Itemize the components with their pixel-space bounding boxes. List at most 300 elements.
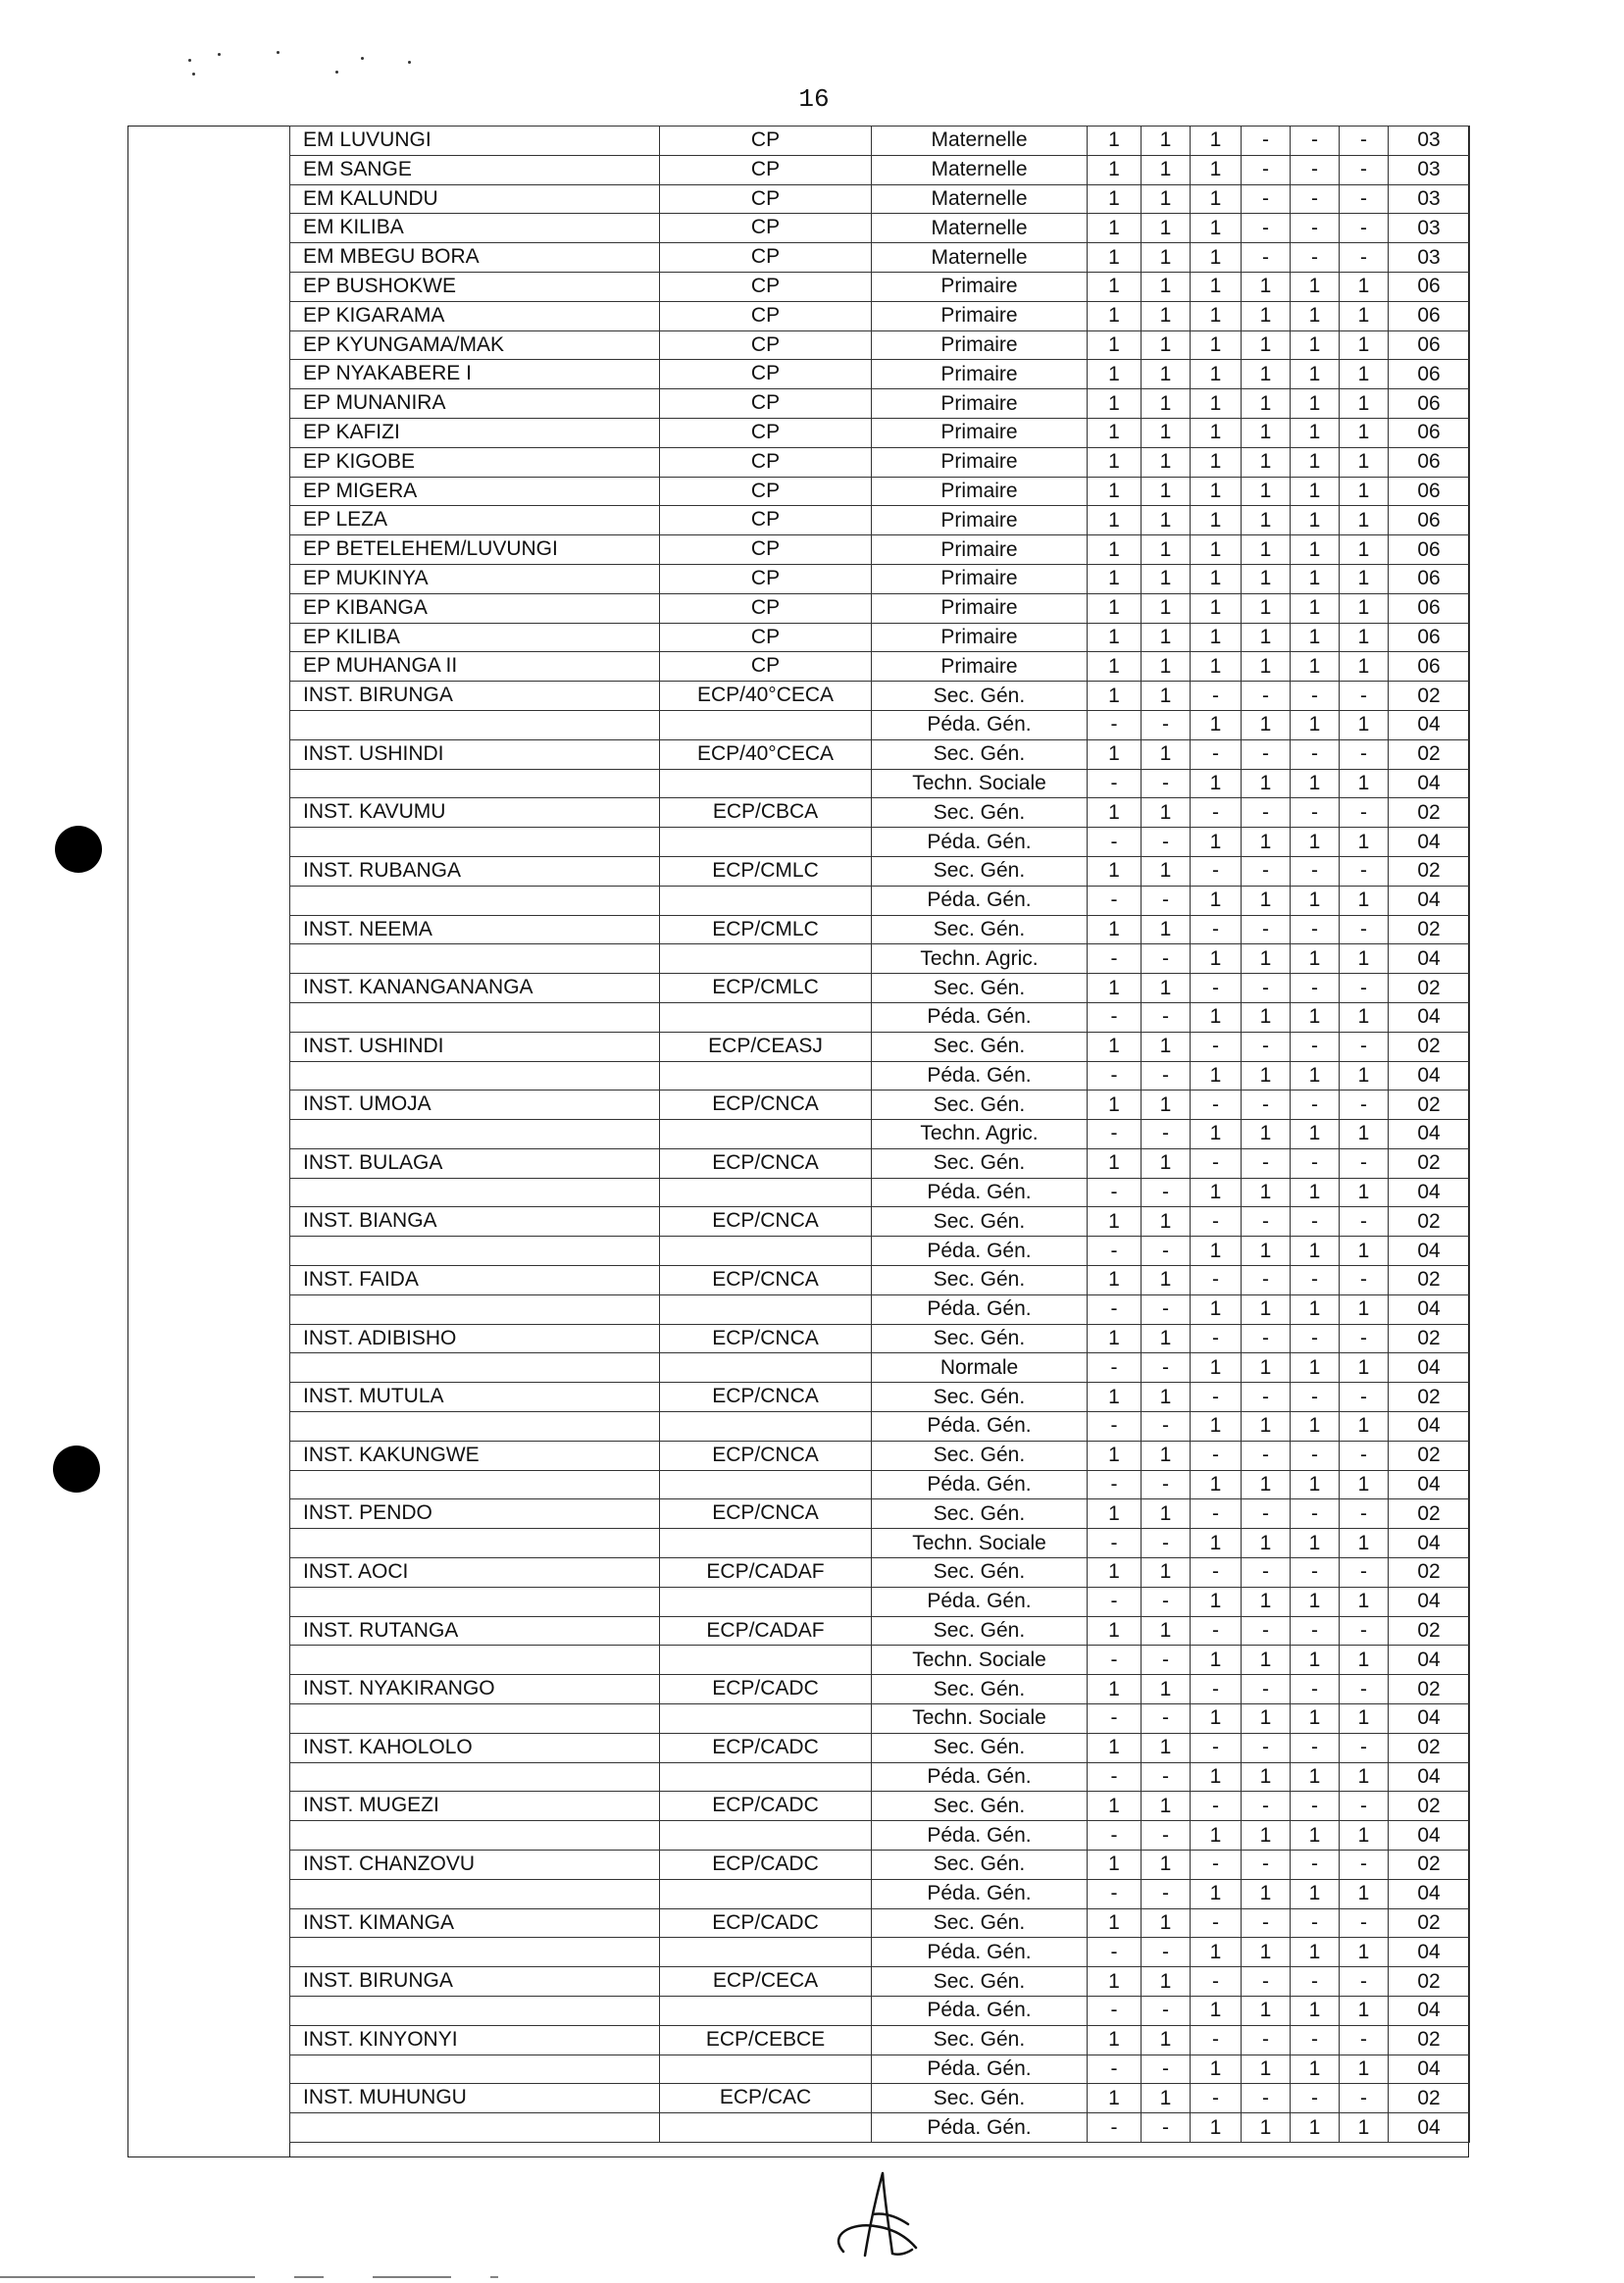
class-count-cell: 1 (1142, 1675, 1191, 1704)
class-count-cell: - (1291, 1324, 1340, 1353)
class-count-cell: 1 (1088, 1266, 1142, 1295)
class-count-cell: 1 (1340, 1412, 1389, 1442)
school-type-cell (660, 1646, 872, 1675)
total-cell: 02 (1389, 1032, 1470, 1061)
total-cell: 02 (1389, 915, 1470, 944)
class-count-cell: 1 (1242, 944, 1291, 974)
class-count-cell: 1 (1340, 1587, 1389, 1616)
table-row (290, 2055, 1470, 2084)
class-count-cell: - (1291, 1792, 1340, 1821)
class-count-cell: 1 (1291, 1002, 1340, 1032)
school-name-cell: EP KYUNGAMA/MAK (290, 330, 660, 360)
section-cell: Sec. Gén. (872, 739, 1088, 769)
total-cell: 04 (1389, 1470, 1470, 1499)
class-count-cell: - (1340, 1324, 1389, 1353)
class-count-cell: 1 (1088, 1148, 1142, 1178)
total-cell: 02 (1389, 2084, 1470, 2113)
class-count-cell: 1 (1291, 769, 1340, 798)
school-name-cell: INST. USHINDI (290, 739, 660, 769)
class-count-cell: 1 (1291, 1353, 1340, 1383)
section-cell: Primaire (872, 623, 1088, 652)
section-cell: Primaire (872, 389, 1088, 419)
table-body (290, 127, 1470, 2143)
class-count-cell: 1 (1142, 1148, 1191, 1178)
school-name-cell: INST. KINYONYI (290, 2025, 660, 2055)
class-count-cell: 1 (1340, 272, 1389, 301)
table-row (290, 710, 1470, 739)
class-count-cell: 1 (1088, 1967, 1142, 1997)
table-row (290, 1002, 1470, 1032)
class-count-cell: 1 (1291, 1587, 1340, 1616)
table-row (290, 184, 1470, 214)
class-count-cell: 1 (1340, 564, 1389, 593)
class-count-cell: 1 (1191, 272, 1242, 301)
table-row (290, 798, 1470, 828)
total-cell: 03 (1389, 184, 1470, 214)
class-count-cell: 1 (1340, 944, 1389, 974)
class-count-cell: 1 (1291, 506, 1340, 535)
school-name-cell: INST. UMOJA (290, 1091, 660, 1120)
school-type-cell: CP (660, 652, 872, 682)
class-count-cell: 1 (1291, 593, 1340, 623)
table-row (290, 506, 1470, 535)
class-count-cell: - (1088, 1997, 1142, 2026)
school-name-cell: EP MIGERA (290, 477, 660, 506)
table-row (290, 1967, 1470, 1997)
class-count-cell: 1 (1191, 1412, 1242, 1442)
class-count-cell: - (1191, 1908, 1242, 1938)
section-cell: Techn. Agric. (872, 944, 1088, 974)
class-count-cell: - (1191, 1792, 1242, 1821)
class-count-cell: - (1291, 798, 1340, 828)
school-type-cell: CP (660, 272, 872, 301)
total-cell: 06 (1389, 593, 1470, 623)
school-type-cell: ECP/CMLC (660, 974, 872, 1003)
section-cell: Péda. Gén. (872, 1412, 1088, 1442)
class-count-cell: - (1088, 1762, 1142, 1792)
total-cell: 04 (1389, 1061, 1470, 1091)
section-cell: Maternelle (872, 184, 1088, 214)
school-type-cell (660, 769, 872, 798)
school-name-cell (290, 1587, 660, 1616)
school-name-cell: EP LEZA (290, 506, 660, 535)
school-name-cell (290, 1762, 660, 1792)
class-count-cell: 1 (1340, 1178, 1389, 1207)
class-count-cell: 1 (1191, 1704, 1242, 1734)
class-count-cell: - (1088, 1237, 1142, 1266)
school-name-cell: EP KIGOBE (290, 447, 660, 477)
school-type-cell: CP (660, 330, 872, 360)
class-count-cell: 1 (1142, 127, 1191, 156)
class-count-cell: 1 (1142, 214, 1191, 243)
class-count-cell: 1 (1340, 1821, 1389, 1851)
class-count-cell: - (1340, 127, 1389, 156)
class-count-cell: 1 (1191, 418, 1242, 447)
class-count-cell: - (1291, 1908, 1340, 1938)
total-cell: 03 (1389, 127, 1470, 156)
school-type-cell (660, 944, 872, 974)
class-count-cell: 1 (1142, 301, 1191, 330)
class-count-cell: 1 (1142, 184, 1191, 214)
class-count-cell: 1 (1242, 301, 1291, 330)
class-count-cell: - (1242, 1675, 1291, 1704)
class-count-cell: 1 (1340, 1938, 1389, 1967)
section-cell: Sec. Gén. (872, 1441, 1088, 1470)
school-type-cell: CP (660, 593, 872, 623)
class-count-cell: - (1340, 1616, 1389, 1646)
class-count-cell: 1 (1088, 1324, 1142, 1353)
class-count-cell: 1 (1242, 272, 1291, 301)
school-type-cell: ECP/CECA (660, 1967, 872, 1997)
class-count-cell: - (1340, 739, 1389, 769)
school-type-cell (660, 2113, 872, 2143)
class-count-cell: 1 (1340, 360, 1389, 389)
class-count-cell: - (1142, 1762, 1191, 1792)
class-count-cell: 1 (1340, 1704, 1389, 1734)
class-count-cell: 1 (1142, 155, 1191, 184)
class-count-cell: 1 (1291, 1061, 1340, 1091)
class-count-cell: 1 (1191, 2055, 1242, 2084)
class-count-cell: - (1340, 1207, 1389, 1237)
school-type-cell (660, 1237, 872, 1266)
class-count-cell: - (1340, 798, 1389, 828)
class-count-cell: - (1088, 1704, 1142, 1734)
school-type-cell (660, 1762, 872, 1792)
class-count-cell: 1 (1242, 2055, 1291, 2084)
class-count-cell: - (1340, 915, 1389, 944)
class-count-cell: 1 (1191, 1879, 1242, 1908)
class-count-cell: - (1088, 828, 1142, 857)
class-count-cell: 1 (1340, 828, 1389, 857)
school-type-cell: ECP/CADAF (660, 1616, 872, 1646)
total-cell: 04 (1389, 1997, 1470, 2026)
class-count-cell: 1 (1242, 1412, 1291, 1442)
total-cell: 04 (1389, 1762, 1470, 1792)
section-cell: Péda. Gén. (872, 1938, 1088, 1967)
class-count-cell: - (1191, 739, 1242, 769)
school-name-cell: INST. BIRUNGA (290, 682, 660, 711)
class-count-cell: 1 (1291, 1470, 1340, 1499)
class-count-cell: 1 (1191, 1762, 1242, 1792)
school-name-cell (290, 828, 660, 857)
table-row (290, 1499, 1470, 1529)
class-count-cell: - (1088, 1529, 1142, 1558)
class-count-cell: 1 (1088, 1441, 1142, 1470)
class-count-cell: 1 (1242, 2113, 1291, 2143)
class-count-cell: 1 (1340, 652, 1389, 682)
class-count-cell: 1 (1191, 1237, 1242, 1266)
section-cell: Sec. Gén. (872, 2084, 1088, 2113)
class-count-cell: - (1191, 1441, 1242, 1470)
section-cell: Sec. Gén. (872, 1324, 1088, 1353)
class-count-cell: 1 (1191, 447, 1242, 477)
total-cell: 04 (1389, 2113, 1470, 2143)
class-count-cell: - (1291, 2084, 1340, 2113)
class-count-cell: 1 (1088, 360, 1142, 389)
school-name-cell: EP NYAKABERE I (290, 360, 660, 389)
class-count-cell: 1 (1191, 127, 1242, 156)
section-cell: Péda. Gén. (872, 1237, 1088, 1266)
class-count-cell: - (1242, 214, 1291, 243)
class-count-cell: 1 (1340, 2113, 1389, 2143)
class-count-cell: 1 (1242, 1002, 1291, 1032)
class-count-cell: 1 (1291, 944, 1340, 974)
school-name-cell (290, 1470, 660, 1499)
table-row (290, 535, 1470, 565)
section-cell: Sec. Gén. (872, 682, 1088, 711)
school-type-cell: CP (660, 127, 872, 156)
class-count-cell: - (1191, 1733, 1242, 1762)
total-cell: 02 (1389, 1733, 1470, 1762)
class-count-cell: 1 (1088, 127, 1142, 156)
class-count-cell: - (1242, 798, 1291, 828)
class-count-cell: - (1340, 856, 1389, 886)
total-cell: 06 (1389, 272, 1470, 301)
total-cell: 02 (1389, 1967, 1470, 1997)
class-count-cell: - (1191, 1675, 1242, 1704)
class-count-cell: 1 (1340, 886, 1389, 915)
class-count-cell: - (1191, 2084, 1242, 2113)
class-count-cell: 1 (1291, 1704, 1340, 1734)
class-count-cell: - (1291, 739, 1340, 769)
section-cell: Sec. Gén. (872, 1266, 1088, 1295)
total-cell: 02 (1389, 1499, 1470, 1529)
table-row (290, 828, 1470, 857)
class-count-cell: 1 (1191, 1997, 1242, 2026)
class-count-cell: 1 (1191, 710, 1242, 739)
class-count-cell: 1 (1340, 301, 1389, 330)
class-count-cell: 1 (1142, 389, 1191, 419)
table-row (290, 418, 1470, 447)
class-count-cell: 1 (1242, 1470, 1291, 1499)
section-cell: Techn. Sociale (872, 1646, 1088, 1675)
total-cell: 02 (1389, 1908, 1470, 1938)
school-name-cell: EM MBEGU BORA (290, 243, 660, 273)
school-name-cell: INST. AOCI (290, 1558, 660, 1588)
section-cell: Sec. Gén. (872, 1908, 1088, 1938)
class-count-cell: - (1142, 828, 1191, 857)
table-row (290, 272, 1470, 301)
class-count-cell: - (1340, 1032, 1389, 1061)
class-count-cell: - (1088, 1412, 1142, 1442)
class-count-cell: - (1191, 2025, 1242, 2055)
class-count-cell: - (1291, 1616, 1340, 1646)
class-count-cell: 1 (1142, 1733, 1191, 1762)
total-cell: 02 (1389, 1441, 1470, 1470)
total-cell: 06 (1389, 389, 1470, 419)
class-count-cell: 1 (1088, 506, 1142, 535)
class-count-cell: 1 (1088, 652, 1142, 682)
total-cell: 04 (1389, 1704, 1470, 1734)
school-type-cell: ECP/CNCA (660, 1441, 872, 1470)
school-name-cell: EP MUHANGA II (290, 652, 660, 682)
class-count-cell: - (1191, 798, 1242, 828)
class-count-cell: 1 (1191, 1821, 1242, 1851)
class-count-cell: - (1088, 2113, 1142, 2143)
class-count-cell: 1 (1191, 1061, 1242, 1091)
class-count-cell: 1 (1340, 2055, 1389, 2084)
school-type-cell (660, 1353, 872, 1383)
total-cell: 03 (1389, 214, 1470, 243)
school-name-cell: INST. FAIDA (290, 1266, 660, 1295)
class-count-cell: - (1340, 1792, 1389, 1821)
school-name-cell (290, 1002, 660, 1032)
class-count-cell: - (1340, 1851, 1389, 1880)
total-cell: 04 (1389, 1002, 1470, 1032)
total-cell: 06 (1389, 564, 1470, 593)
class-count-cell: - (1340, 974, 1389, 1003)
class-count-cell: - (1142, 1002, 1191, 1032)
class-count-cell: 1 (1088, 1851, 1142, 1880)
section-cell: Sec. Gén. (872, 1091, 1088, 1120)
total-cell: 04 (1389, 1646, 1470, 1675)
class-count-cell: 1 (1291, 447, 1340, 477)
school-name-cell (290, 1061, 660, 1091)
class-count-cell: 1 (1088, 915, 1142, 944)
section-cell: Maternelle (872, 155, 1088, 184)
school-type-cell: CP (660, 155, 872, 184)
table-row (290, 1148, 1470, 1178)
total-cell: 06 (1389, 535, 1470, 565)
class-count-cell: 1 (1142, 1908, 1191, 1938)
class-count-cell: - (1088, 1294, 1142, 1324)
class-count-cell: 1 (1340, 1353, 1389, 1383)
class-count-cell: 1 (1191, 886, 1242, 915)
school-name-cell (290, 1704, 660, 1734)
class-count-cell: - (1242, 1383, 1291, 1412)
section-cell: Péda. Gén. (872, 1061, 1088, 1091)
total-cell: 06 (1389, 447, 1470, 477)
class-count-cell: 1 (1088, 1792, 1142, 1821)
class-count-cell: 1 (1291, 828, 1340, 857)
class-count-cell: 1 (1191, 184, 1242, 214)
school-type-cell (660, 1821, 872, 1851)
class-count-cell: 1 (1242, 593, 1291, 623)
school-type-cell: ECP/CADC (660, 1733, 872, 1762)
class-count-cell: - (1242, 974, 1291, 1003)
school-type-cell: ECP/CNCA (660, 1324, 872, 1353)
table-row (290, 1091, 1470, 1120)
class-count-cell: 1 (1242, 506, 1291, 535)
section-cell: Sec. Gén. (872, 1558, 1088, 1588)
table-row (290, 1704, 1470, 1734)
total-cell: 02 (1389, 1616, 1470, 1646)
page-number: 16 (798, 84, 830, 114)
class-count-cell: 1 (1088, 214, 1142, 243)
table-row (290, 1616, 1470, 1646)
school-name-cell (290, 1178, 660, 1207)
class-count-cell: 1 (1242, 389, 1291, 419)
class-count-cell: - (1242, 184, 1291, 214)
class-count-cell: 1 (1340, 506, 1389, 535)
class-count-cell: 1 (1088, 1908, 1142, 1938)
class-count-cell: - (1191, 1091, 1242, 1120)
total-cell: 04 (1389, 1237, 1470, 1266)
class-count-cell: - (1242, 1091, 1291, 1120)
class-count-cell: - (1340, 1266, 1389, 1295)
table-row (290, 1558, 1470, 1588)
class-count-cell: - (1340, 243, 1389, 273)
total-cell: 04 (1389, 769, 1470, 798)
school-type-cell: ECP/CNCA (660, 1091, 872, 1120)
class-count-cell: 1 (1142, 477, 1191, 506)
class-count-cell: 1 (1242, 769, 1291, 798)
class-count-cell: - (1088, 1821, 1142, 1851)
table-row (290, 1237, 1470, 1266)
school-type-cell (660, 710, 872, 739)
total-cell: 02 (1389, 1324, 1470, 1353)
total-cell: 04 (1389, 1178, 1470, 1207)
school-type-cell (660, 1412, 872, 1442)
section-cell: Techn. Agric. (872, 1120, 1088, 1149)
school-name-cell (290, 1294, 660, 1324)
school-type-cell: CP (660, 447, 872, 477)
section-cell: Maternelle (872, 214, 1088, 243)
table-row (290, 1061, 1470, 1091)
school-type-cell: CP (660, 243, 872, 273)
table-row (290, 1851, 1470, 1880)
section-cell: Sec. Gén. (872, 915, 1088, 944)
class-count-cell: 1 (1142, 564, 1191, 593)
class-count-cell: - (1142, 1997, 1191, 2026)
school-name-cell (290, 769, 660, 798)
class-count-cell: 1 (1191, 1470, 1242, 1499)
school-name-cell: INST. MUTULA (290, 1383, 660, 1412)
class-count-cell: 1 (1088, 1616, 1142, 1646)
class-count-cell: 1 (1291, 360, 1340, 389)
class-count-cell: 1 (1142, 272, 1191, 301)
class-count-cell: - (1291, 974, 1340, 1003)
section-cell: Sec. Gén. (872, 856, 1088, 886)
total-cell: 03 (1389, 243, 1470, 273)
class-count-cell: - (1142, 1529, 1191, 1558)
class-count-cell: 1 (1242, 1646, 1291, 1675)
class-count-cell: 1 (1191, 506, 1242, 535)
class-count-cell: - (1291, 243, 1340, 273)
class-count-cell: 1 (1142, 915, 1191, 944)
table-row (290, 1207, 1470, 1237)
table-row (290, 1324, 1470, 1353)
total-cell: 06 (1389, 477, 1470, 506)
class-count-cell: - (1191, 974, 1242, 1003)
school-name-cell: INST. ADIBISHO (290, 1324, 660, 1353)
class-count-cell: 1 (1191, 1587, 1242, 1616)
table-row (290, 301, 1470, 330)
total-cell: 02 (1389, 1207, 1470, 1237)
class-count-cell: 1 (1242, 564, 1291, 593)
section-cell: Primaire (872, 477, 1088, 506)
table-row (290, 682, 1470, 711)
class-count-cell: - (1242, 915, 1291, 944)
school-name-cell: EP KIBANGA (290, 593, 660, 623)
section-cell: Primaire (872, 360, 1088, 389)
school-type-cell (660, 1120, 872, 1149)
class-count-cell: - (1191, 1148, 1242, 1178)
section-cell: Péda. Gén. (872, 1821, 1088, 1851)
class-count-cell: 1 (1088, 184, 1142, 214)
table-row (290, 739, 1470, 769)
section-cell: Péda. Gén. (872, 2055, 1088, 2084)
class-count-cell: 1 (1242, 1120, 1291, 1149)
class-count-cell: - (1291, 682, 1340, 711)
class-count-cell: - (1088, 1353, 1142, 1383)
class-count-cell: 1 (1142, 2084, 1191, 2113)
class-count-cell: - (1242, 1441, 1291, 1470)
class-count-cell: 1 (1191, 623, 1242, 652)
section-cell: Techn. Sociale (872, 769, 1088, 798)
class-count-cell: 1 (1088, 301, 1142, 330)
class-count-cell: - (1291, 1091, 1340, 1120)
